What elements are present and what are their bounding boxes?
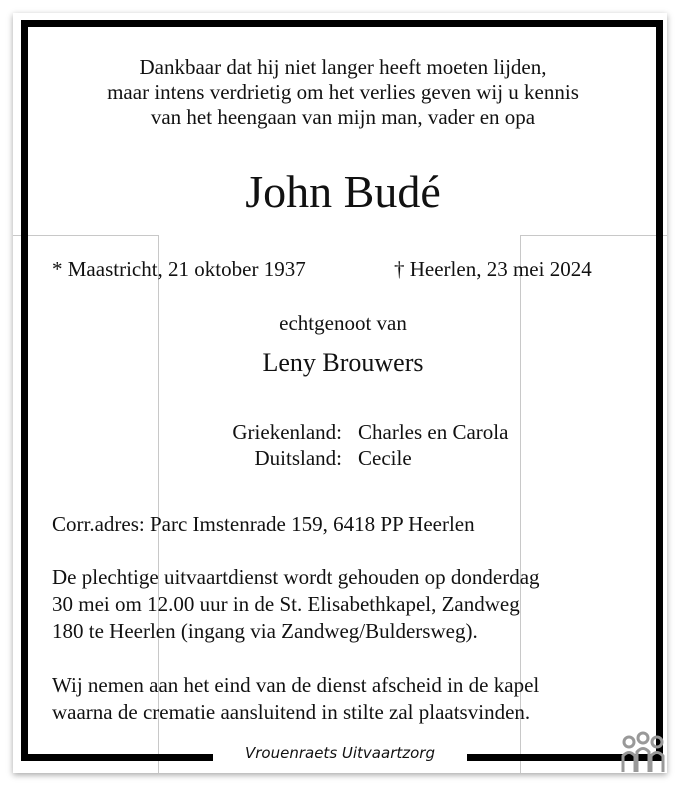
black-border-bottom-left — [21, 754, 213, 761]
intro-line: Dankbaar dat hij niet langer heeft moeten lijden, — [139, 55, 547, 79]
deceased-name: John Budé — [245, 166, 441, 217]
people-group-icon — [620, 730, 666, 779]
family-place: Griekenland: — [232, 420, 342, 444]
birth-info: * Maastricht, 21 oktober 1937 — [52, 257, 306, 281]
spouse-name: Leny Brouwers — [262, 348, 424, 377]
service-line: De plechtige uitvaartdienst wordt gehouden op donderdag — [52, 565, 540, 589]
spouse-label: echtgenoot van — [279, 311, 407, 335]
death-info: † Heerlen, 23 mei 2024 — [394, 257, 592, 281]
service-line: 30 mei om 12.00 uur in de St. Elisabethkapel, Zandweg — [52, 592, 520, 616]
service-line: 180 te Heerlen (ingang via Zandweg/Buldersweg). — [52, 619, 478, 643]
family-place: Duitsland: — [254, 446, 342, 470]
intro-line: van het heengaan van mijn man, vader en opa — [150, 105, 536, 129]
correspondence-address: Corr.adres: Parc Imstenrade 159, 6418 PP Heerlen — [52, 512, 475, 536]
family-names: Cecile — [358, 446, 412, 470]
family-names: Charles en Carola — [358, 420, 509, 444]
farewell-line: Wij nemen aan het eind van de dienst afscheid in de kapel — [52, 673, 540, 697]
intro-line: maar intens verdrietig om het verlies geven wij u kennis — [107, 80, 579, 104]
farewell-line: waarna de crematie aansluitend in stilte zal plaatsvinden. — [52, 700, 531, 724]
funeral-home-name: Vrouenraets Uitvaartzorg — [245, 744, 435, 762]
black-border — [21, 20, 663, 761]
